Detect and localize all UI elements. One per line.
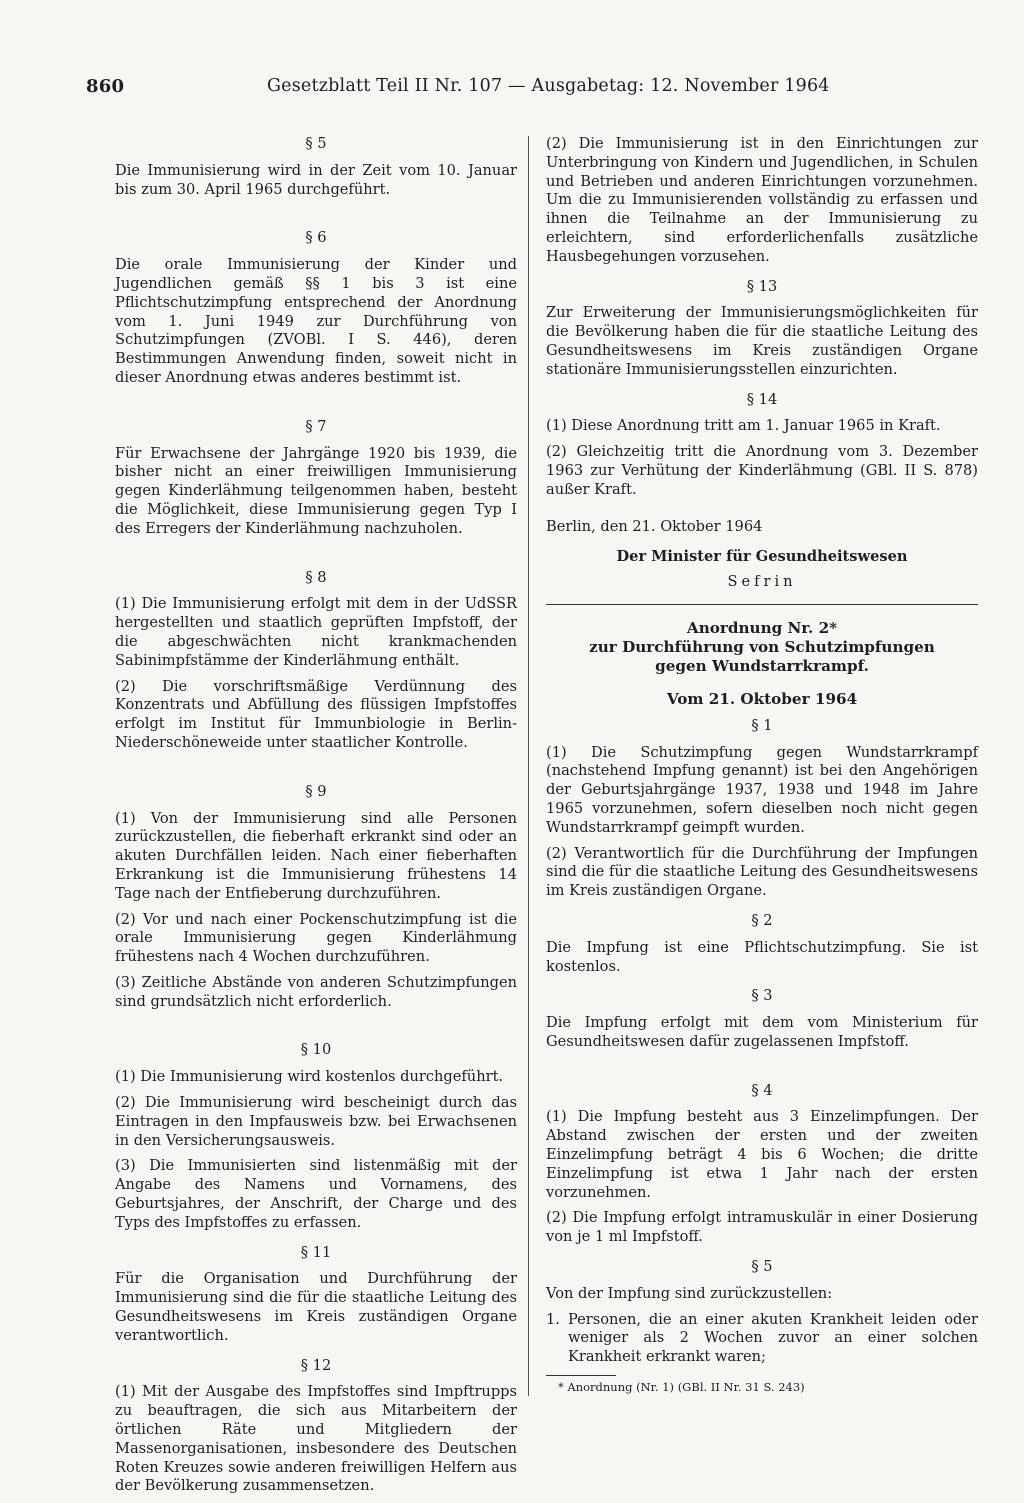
section-heading: § 13: [746, 277, 778, 295]
paragraph: (1) Mit der Ausgabe des Impfstoffes sind Impftrupps zu beauftragen, die sich aus Mitarbeitern der örtlichen Räte und Mitgliedern der Massenorganisationen, insbesondere des Deutschen Roten Kreuzes sowie anderen freiwilligen Helfern aus der Bevölkerung zusammensetzen.: [115, 1383, 517, 1495]
paragraph: (2) Verantwortlich für die Durchführung der Impfungen sind die für die staatliche Leitung des Gesundheitswesens im Kreis zuständigen Organe.: [546, 844, 978, 900]
paragraph: (2) Die Impfung erfolgt intramuskulär in einer Dosierung von je 1 ml Impfstoff.: [546, 1209, 978, 1246]
list-number: 1.: [546, 1310, 560, 1328]
paragraph: (1) Diese Anordnung tritt am 1. Januar 1965 in Kraft.: [546, 417, 941, 435]
ordinance-title-line-2: zur Durchführung von Schutzimpfungen: [589, 637, 935, 656]
paragraph: Für die Organisation und Durchführung der Immunisierung sind die für die staatliche Leitung des Gesundheitswesens im Kreis zuständigen Organe verantwortlich.: [115, 1270, 517, 1344]
section-heading: § 7: [305, 417, 327, 435]
section-heading: § 5: [751, 1258, 773, 1276]
minister-title: Der Minister für Gesundheitswesen: [616, 548, 908, 566]
header-title: Gesetzblatt Teil II Nr. 107 — Ausgabetag: 12. November 1964: [267, 76, 830, 96]
paragraph: (1) Die Schutzimpfung gegen Wundstarrkrampf (nachstehend Impfung genannt) ist bei den Angehörigen der Geburtsjahrgänge 1937, 1938 und 1948 im Jahre 1965 vorzunehmen, sofern dieselben noch nicht gegen Wundstarrkrampf geimpft wurden.: [546, 743, 978, 836]
paragraph: (1) Die Immunisierung wird kostenlos durchgeführt.: [115, 1068, 504, 1086]
section-heading: § 12: [300, 1356, 332, 1374]
ordinance-date: Vom 21. Oktober 1964: [666, 689, 858, 708]
list-text: Personen, die an einer akuten Krankheit leiden oder weniger als 2 Wochen zuvor an einer solchen Krankheit erkrankt waren;: [567, 1310, 978, 1366]
right-column: [546, 135, 978, 1394]
paragraph: (2) Die vorschriftsmäßige Verdünnung des Konzentrats und Abfüllung des flüssigen Impfstoffes erfolgt im Institut für Immunbiologie in Berlin-Niederschöneweide unter staatlicher Kontrolle.: [115, 677, 517, 751]
section-heading: § 2: [751, 911, 773, 929]
paragraph: (1) Die Immunisierung erfolgt mit dem in der UdSSR hergestellten und staatlich geprüften Impfstoff, der die abgeschwächten nicht krankmachenden Sabinimpfstämme der Kinderlähmung enthält.: [115, 595, 517, 669]
paragraph: Die Immunisierung wird in der Zeit vom 10. Januar bis zum 30. April 1965 durchgeführt.: [115, 161, 517, 198]
paragraph: (3) Zeitliche Abstände von anderen Schutzimpfungen sind grundsätzlich nicht erforderlich.: [115, 973, 517, 1010]
page-number: 860: [86, 76, 125, 97]
paragraph: (2) Gleichzeitig tritt die Anordnung vom 3. Dezember 1963 zur Verhütung der Kinderlähmung (GBl. II S. 878) außer Kraft.: [546, 443, 978, 498]
column-divider: [528, 136, 529, 1396]
paragraph: (2) Die Immunisierung ist in den Einrichtungen zur Unterbringung von Kindern und Jugendlichen, in Schulen und Betrieben und anderen Einrichtungen vorzunehmen. Um die zu Immunisierenden vollständig zu erfassen und ihnen die Teilnahme an der Immunisierung zu erleichtern, sind erforderlichenfalls zusätzliche Hausbegehungen vorzusehen.: [546, 135, 978, 265]
ordinance-title-line-3: gegen Wundstarrkrampf.: [655, 656, 869, 675]
paragraph: Die Impfung erfolgt mit dem vom Ministerium für Gesundheitswesen dafür zugelassenen Impfstoff.: [546, 1014, 978, 1050]
footnote: * Anordnung (Nr. 1) (GBl. II Nr. 31 S. 243): [558, 1380, 805, 1395]
left-column: [115, 135, 517, 1503]
paragraph: Die orale Immunisierung der Kinder und Jugendlichen gemäß §§ 1 bis 3 ist eine Pflichtschutzimpfung entsprechend der Anordnung vom 1. Juni 1949 zur Durchführung von Schutzimpfungen (ZVOBl. I S. 446), deren Bestimmungen Anwendung finden, soweit nicht in dieser Anordnung etwas anderes bestimmt ist.: [115, 256, 517, 386]
section-heading: § 6: [305, 229, 327, 247]
signature-name: Sefrin: [727, 573, 797, 591]
section-heading: § 10: [300, 1041, 332, 1059]
list-item: [546, 1311, 978, 1367]
paragraph: Die Impfung ist eine Pflichtschutzimpfung. Sie ist kostenlos.: [546, 938, 978, 975]
paragraph: (2) Vor und nach einer Pockenschutzimpfung ist die orale Immunisierung gegen Kinderlähmung frühestens nach 4 Wochen durchzuführen.: [115, 910, 517, 966]
paragraph: (3) Die Immunisierten sind listenmäßig mit der Angabe des Namens und Vornamens, des Geburtsjahres, der Anschrift, der Charge und des Typs des Impfstoffes zu erfassen.: [115, 1157, 517, 1231]
section-heading: § 4: [751, 1081, 773, 1099]
section-heading: § 5: [305, 135, 327, 152]
paragraph: (1) Von der Immunisierung sind alle Personen zurückzustellen, die fieberhaft erkrankt sind oder an akuten Durchfällen leiden. Nach einer fieberhaften Erkrankung ist die Immunisierung frühestens 14 Tage nach der Entfieberung durchzuführen.: [115, 809, 517, 902]
paragraph: Für Erwachsene der Jahrgänge 1920 bis 1939, die bisher nicht an einer freiwilligen Immunisierung gegen Kinderlähmung teilgenommen haben, besteht die Möglichkeit, diese Immunisierung gegen Typ I des Erregers der Kinderlähmung nachzuholen.: [115, 444, 517, 537]
section-rule: [546, 604, 978, 605]
section-heading: § 11: [300, 1243, 332, 1261]
footnote-rule: [546, 1375, 616, 1376]
section-heading: § 1: [751, 716, 773, 734]
section-heading: § 8: [305, 568, 327, 586]
paragraph: Von der Impfung sind zurückzustellen:: [546, 1284, 833, 1302]
paragraph: (1) Die Impfung besteht aus 3 Einzelimpfungen. Der Abstand zwischen der ersten und der zweiten Einzelimpfung beträgt 4 bis 6 Wochen; die dritte Einzelimpfung ist etwa 1 Jahr nach der ersten vorzunehmen.: [546, 1108, 978, 1201]
paragraph: (2) Die Immunisierung wird bescheinigt durch das Eintragen in den Impfausweis bzw. bei Erwachsenen in den Versicherungsausweis.: [115, 1094, 517, 1149]
section-heading: § 3: [751, 987, 773, 1005]
section-heading: § 14: [746, 390, 778, 408]
ordinance-title-line-1: Anordnung Nr. 2*: [686, 618, 838, 637]
place-date: Berlin, den 21. Oktober 1964: [546, 517, 763, 535]
section-heading: § 9: [305, 782, 327, 800]
paragraph: Zur Erweiterung der Immunisierungsmöglichkeiten für die Bevölkerung haben die für die staatliche Leitung des Gesundheitswesens im Kreis zuständigen Organe stationäre Immunisierungsstellen einzurichten.: [546, 304, 978, 378]
